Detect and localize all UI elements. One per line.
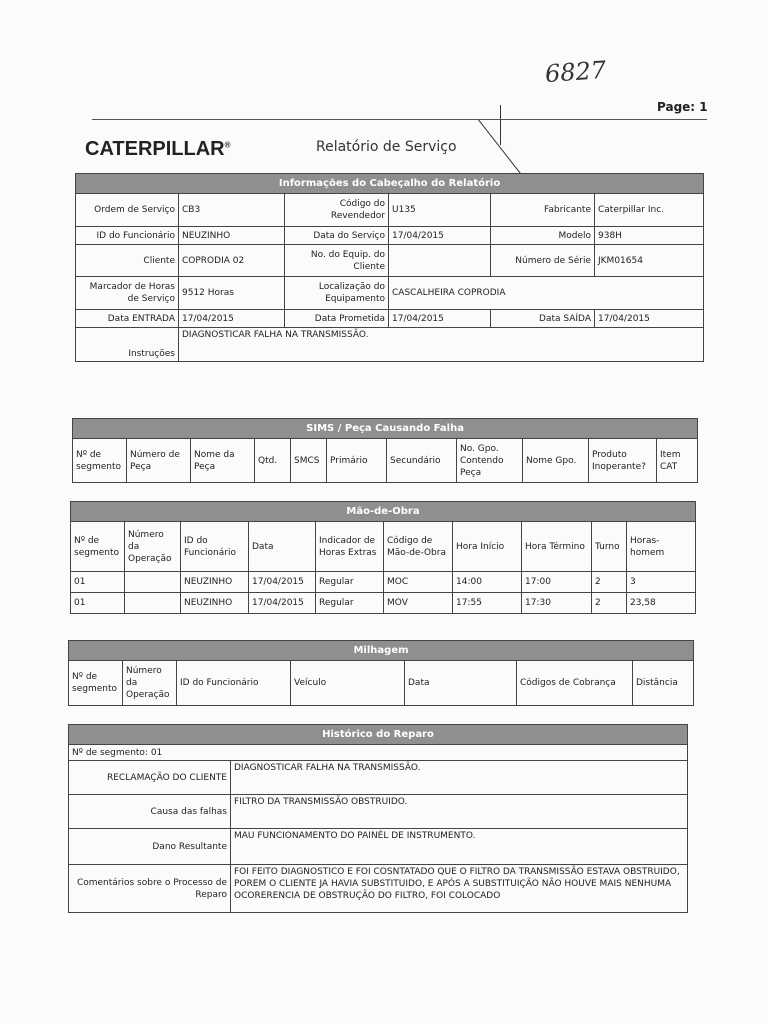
table-cell: 01 bbox=[71, 572, 125, 593]
table-row bbox=[71, 593, 696, 614]
field-value: 17/04/2015 bbox=[389, 310, 491, 328]
header-info-table bbox=[75, 173, 704, 362]
field-label: Instruções bbox=[76, 328, 179, 362]
field-value: COPRODIA 02 bbox=[179, 245, 285, 277]
column-header: ID do Funcionário bbox=[181, 522, 249, 572]
field-value: JKM01654 bbox=[595, 245, 704, 277]
field-label: Ordem de Serviço bbox=[76, 194, 179, 227]
field-label: Modelo bbox=[491, 227, 595, 245]
page-number: Page: 1 bbox=[657, 100, 708, 114]
table-cell bbox=[125, 593, 181, 614]
column-header: Número de Peça bbox=[127, 439, 191, 483]
history-value: MAU FUNCIONAMENTO DO PAINÉL DE INSTRUMENTO. bbox=[231, 829, 688, 865]
field-value: CASCALHEIRA COPRODIA bbox=[389, 277, 704, 310]
field-label: ID do Funcionário bbox=[76, 227, 179, 245]
field-value: NEUZINHO bbox=[179, 227, 285, 245]
field-label: Marcador de Horas de Serviço bbox=[76, 277, 179, 310]
table-cell: 3 bbox=[627, 572, 696, 593]
field-label: Data Prometida bbox=[285, 310, 389, 328]
repair-history-table bbox=[68, 724, 688, 913]
field-value: Caterpillar Inc. bbox=[595, 194, 704, 227]
column-header: Nome da Peça bbox=[191, 439, 255, 483]
table-cell: 17/04/2015 bbox=[249, 572, 316, 593]
field-value: U135 bbox=[389, 194, 491, 227]
field-value: 938H bbox=[595, 227, 704, 245]
section-title: Mão-de-Obra bbox=[71, 502, 696, 522]
column-header: Nº de segmento bbox=[73, 439, 127, 483]
caterpillar-logo: CATERPILLAR® bbox=[85, 138, 231, 160]
field-label: Número de Série bbox=[491, 245, 595, 277]
table-cell: NEUZINHO bbox=[181, 593, 249, 614]
column-header: Hora Início bbox=[453, 522, 522, 572]
column-header: SMCS bbox=[291, 439, 327, 483]
segment-label: Nº de segmento: 01 bbox=[69, 745, 688, 761]
field-label: No. do Equip. do Cliente bbox=[285, 245, 389, 277]
section-title: SIMS / Peça Causando Falha bbox=[73, 419, 698, 439]
section-title: Informações do Cabeçalho do Relatório bbox=[76, 174, 704, 194]
header-rule bbox=[92, 119, 707, 120]
table-cell: NEUZINHO bbox=[181, 572, 249, 593]
column-header: Códigos de Cobrança bbox=[517, 661, 633, 706]
column-header: No. Gpo. Contendo Peça bbox=[457, 439, 523, 483]
history-label: Dano Resultante bbox=[69, 829, 231, 865]
table-cell: 2 bbox=[592, 593, 627, 614]
field-value: 17/04/2015 bbox=[595, 310, 704, 328]
table-row bbox=[71, 572, 696, 593]
table-cell: 23,58 bbox=[627, 593, 696, 614]
field-value: 9512 Horas bbox=[179, 277, 285, 310]
column-header: Secundário bbox=[387, 439, 457, 483]
field-value: 17/04/2015 bbox=[389, 227, 491, 245]
field-label: Localização do Equipamento bbox=[285, 277, 389, 310]
history-label: RECLAMAÇÃO DO CLIENTE bbox=[69, 761, 231, 795]
table-cell: 17:55 bbox=[453, 593, 522, 614]
field-value bbox=[389, 245, 491, 277]
column-header: Turno bbox=[592, 522, 627, 572]
field-label: Data do Serviço bbox=[285, 227, 389, 245]
field-value: CB3 bbox=[179, 194, 285, 227]
column-header: Código de Mão-de-Obra bbox=[384, 522, 453, 572]
history-value: FILTRO DA TRANSMISSÃO OBSTRUIDO. bbox=[231, 795, 688, 829]
column-header: Nº de segmento bbox=[71, 522, 125, 572]
table-cell: 01 bbox=[71, 593, 125, 614]
column-header: Número da Operação bbox=[123, 661, 177, 706]
column-header: Hora Término bbox=[522, 522, 592, 572]
field-label: Data ENTRADA bbox=[76, 310, 179, 328]
table-cell bbox=[125, 572, 181, 593]
field-label: Fabricante bbox=[491, 194, 595, 227]
table-cell: MOC bbox=[384, 572, 453, 593]
column-header: Data bbox=[405, 661, 517, 706]
column-header: Produto Inoperante? bbox=[589, 439, 657, 483]
column-header: Primário bbox=[327, 439, 387, 483]
column-header: Nº de segmento bbox=[69, 661, 123, 706]
labor-table bbox=[70, 501, 696, 614]
column-header: Distância bbox=[633, 661, 694, 706]
report-title: Relatório de Serviço bbox=[316, 139, 457, 155]
table-cell: 2 bbox=[592, 572, 627, 593]
mileage-table bbox=[68, 640, 694, 706]
column-header: Indicador de Horas Extras bbox=[316, 522, 384, 572]
table-cell: Regular bbox=[316, 572, 384, 593]
table-cell: Regular bbox=[316, 593, 384, 614]
column-header: Data bbox=[249, 522, 316, 572]
table-cell: 17:30 bbox=[522, 593, 592, 614]
table-cell: 17:00 bbox=[522, 572, 592, 593]
column-header: Horas-homem bbox=[627, 522, 696, 572]
column-header: ID do Funcionário bbox=[177, 661, 291, 706]
column-header: Qtd. bbox=[255, 439, 291, 483]
table-cell: MOV bbox=[384, 593, 453, 614]
handwritten-number: 6827 bbox=[544, 55, 607, 89]
field-label: Código do Revendedor bbox=[285, 194, 389, 227]
field-label: Data SAÍDA bbox=[491, 310, 595, 328]
table-cell: 17/04/2015 bbox=[249, 593, 316, 614]
column-header: Veículo bbox=[291, 661, 405, 706]
history-value: FOI FEITO DIAGNOSTICO E FOI COSNTATADO QUE O FILTRO DA TRANSMISSÃO ESTAVA OBSTRUIDO, POREM O CLIENTE JA HAVIA SUBSTITUIDO, E APÓS A SUBSTITUIÇÃO NÃO HOUVE MAIS NENHUMA OCORERENCIA DE OBSTRUÇÃO DO FILTRO, FOI COLOCADO bbox=[231, 865, 688, 913]
column-header: Nome Gpo. bbox=[523, 439, 589, 483]
section-title: Milhagem bbox=[69, 641, 694, 661]
column-header: Item CAT bbox=[657, 439, 698, 483]
column-header: Número da Operação bbox=[125, 522, 181, 572]
history-label: Comentários sobre o Processo de Reparo bbox=[69, 865, 231, 913]
field-value: DIAGNOSTICAR FALHA NA TRANSMISSÃO. bbox=[179, 328, 704, 362]
history-value: DIAGNOSTICAR FALHA NA TRANSMISSÃO. bbox=[231, 761, 688, 795]
field-label: Cliente bbox=[76, 245, 179, 277]
table-cell: 14:00 bbox=[453, 572, 522, 593]
section-title: Histórico do Reparo bbox=[69, 725, 688, 745]
field-value: 17/04/2015 bbox=[179, 310, 285, 328]
history-label: Causa das falhas bbox=[69, 795, 231, 829]
sims-table bbox=[72, 418, 698, 483]
pen-stroke bbox=[500, 105, 501, 145]
